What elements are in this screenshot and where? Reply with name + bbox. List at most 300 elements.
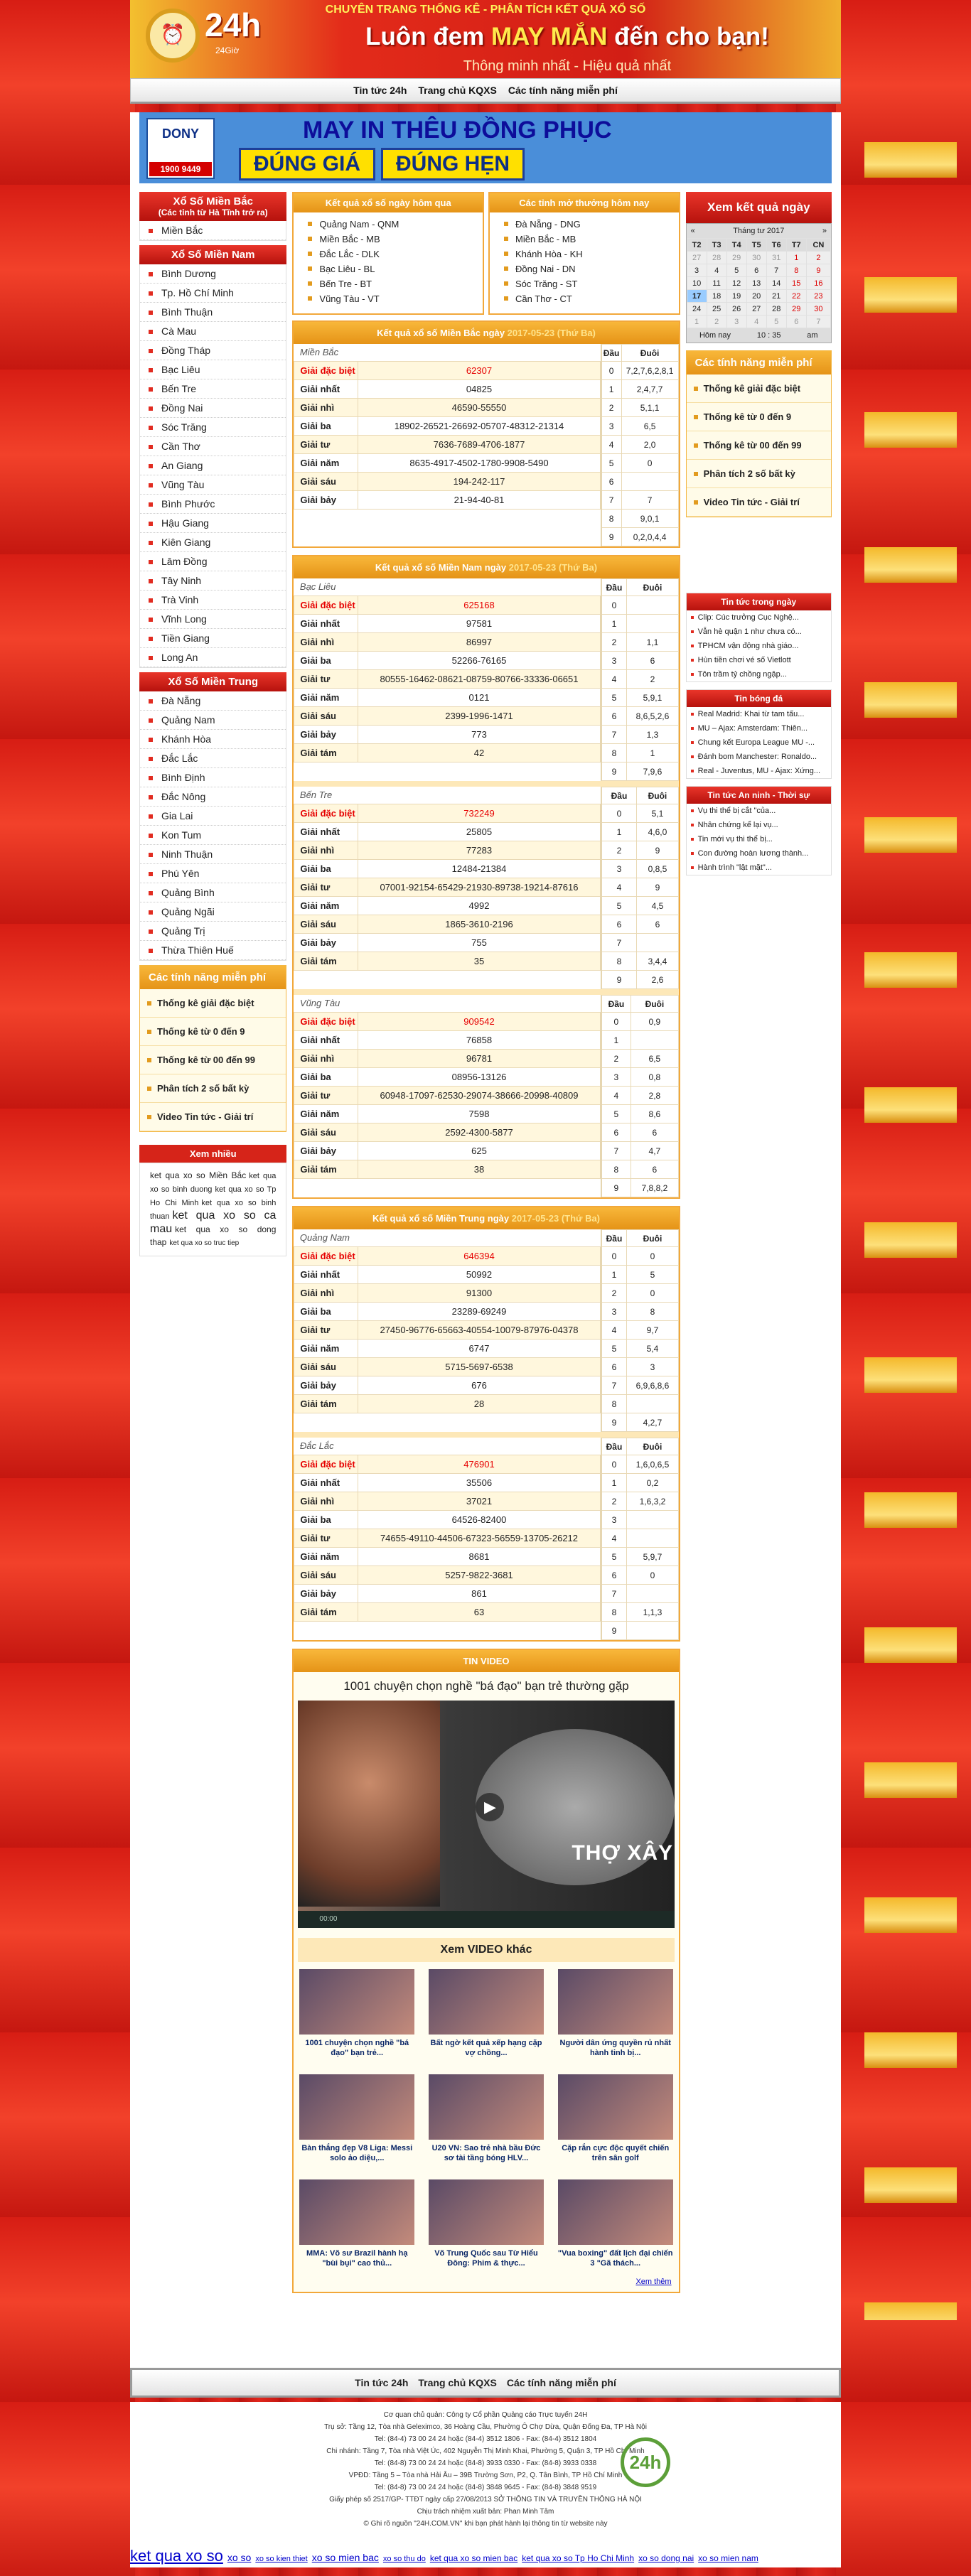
- cal-day[interactable]: 4: [746, 316, 766, 328]
- province-link[interactable]: Khánh Hòa: [140, 730, 286, 749]
- cal-day[interactable]: 1: [687, 316, 707, 328]
- video-thumbnail[interactable]: [429, 1969, 544, 2035]
- stat-digit: 3: [601, 1303, 627, 1321]
- stat-tail: 1,3: [627, 726, 678, 744]
- province-link[interactable]: Gia Lai: [140, 807, 286, 826]
- stat-digit: 5: [601, 1548, 627, 1566]
- stat-digit: 4: [601, 1321, 627, 1340]
- keyword-link[interactable]: xo so: [227, 2552, 252, 2563]
- result-mt-title: Kết quả xổ số Miền Trung ngày 2017-05-23 (Thứ Ba): [294, 1207, 678, 1229]
- video-caption[interactable]: Bàn thắng đẹp V8 Liga: Messi solo ảo diệu,...: [301, 2144, 413, 2162]
- stat-digit: 6: [601, 707, 627, 726]
- play-icon[interactable]: ▶: [476, 1793, 504, 1821]
- video-section-title: TIN VIDEO: [294, 1650, 678, 1672]
- prize-label: Giải nhất: [294, 1030, 358, 1049]
- cal-day[interactable]: 5: [726, 264, 746, 277]
- stat-tail: 7,8,8,2: [631, 1179, 678, 1197]
- cal-weekday: CN: [806, 239, 830, 252]
- stat-tail: 6: [631, 1160, 678, 1179]
- keyword-link[interactable]: ket qua xo so Tp Ho Chi Minh: [522, 2553, 635, 2563]
- prize-value: 23289-69249: [358, 1302, 600, 1320]
- prize-label: Giải tư: [294, 1320, 358, 1339]
- province-link[interactable]: Trà Vinh: [140, 591, 286, 610]
- cal-day[interactable]: 3: [687, 264, 707, 277]
- video-thumb[interactable]: [558, 2179, 673, 2272]
- mt-list: [139, 691, 286, 961]
- keyword-link[interactable]: xo so kien thiet: [255, 2555, 308, 2563]
- stat-head: Đầu: [601, 1438, 627, 1455]
- feature-link[interactable]: Thống kê từ 0 đến 9: [687, 403, 831, 431]
- province-link[interactable]: Đồng Tháp: [140, 341, 286, 360]
- yesterday-link[interactable]: Quảng Nam - QNM: [294, 217, 483, 232]
- video-thumb[interactable]: [299, 1969, 414, 2062]
- stat-tail: 2,8: [631, 1087, 678, 1105]
- prev-icon[interactable]: «: [690, 227, 695, 235]
- news-link[interactable]: MU – Ajax: Amsterdam: Thiên...: [687, 721, 831, 735]
- prize-value: 194-242-117: [358, 472, 600, 490]
- prize-label: Giải tám: [294, 1394, 358, 1413]
- video-thumb[interactable]: [429, 1969, 544, 2062]
- news-link[interactable]: Hùn tiền chơi vé số Vietlott: [687, 653, 831, 667]
- stat-tail: [627, 1585, 678, 1603]
- stat-digit: 2: [601, 1492, 627, 1511]
- prize-label: Giải sáu: [294, 1565, 358, 1584]
- cal-day[interactable]: 9: [806, 264, 830, 277]
- feature-link[interactable]: Thống kê giải đặc biệt: [687, 374, 831, 403]
- stat-digit: 4: [601, 436, 621, 454]
- video-caption[interactable]: Bất ngờ kết quả xếp hạng cặp vợ chồng...: [430, 2039, 542, 2057]
- video-thumb[interactable]: [299, 2074, 414, 2167]
- stat-tail: 4,5: [637, 897, 678, 915]
- video-thumb[interactable]: [558, 1969, 673, 2062]
- more-link[interactable]: Xem thêm: [635, 2278, 672, 2286]
- stat-head: Đuôi: [627, 1438, 678, 1455]
- stat-head: Đầu: [601, 345, 621, 362]
- video-grid: [294, 1969, 678, 2272]
- calendar-title: Xem kết quả ngày: [686, 192, 832, 223]
- stat-tail: [627, 596, 678, 615]
- news-link[interactable]: Con đường hoàn lương thành...: [687, 846, 831, 861]
- nav-tin-tuc[interactable]: Tin tức 24h: [353, 85, 407, 96]
- province-result: [294, 787, 678, 995]
- prize-value: 909542: [358, 1012, 600, 1030]
- province-link[interactable]: Bình Thuận: [140, 303, 286, 322]
- stat-tail: [627, 1529, 678, 1548]
- banner-ad[interactable]: [139, 112, 832, 183]
- today-title: Các tỉnh mở thưởng hôm nay: [490, 193, 679, 212]
- prize-label: Giải năm: [294, 1104, 358, 1123]
- province-link[interactable]: Bạc Liêu: [140, 360, 286, 379]
- video-thumbnail[interactable]: [299, 2074, 414, 2140]
- prize-value: 60948-17097-62530-29074-38666-20998-40809: [358, 1086, 600, 1104]
- province-link[interactable]: Bình Phước: [140, 495, 286, 514]
- province-link[interactable]: Lâm Đồng: [140, 552, 286, 571]
- cal-day[interactable]: 11: [707, 277, 726, 290]
- prize-value: 625: [358, 1141, 600, 1160]
- province-link[interactable]: An Giang: [140, 456, 286, 475]
- video-title[interactable]: 1001 chuyện chọn nghề "bá đạo" bạn trẻ thường gặp: [343, 1679, 629, 1693]
- prize-value: 625168: [358, 596, 600, 614]
- news-link[interactable]: Tôn trầm tỷ chồng ngập...: [687, 667, 831, 681]
- province-link[interactable]: Quảng Nam: [140, 711, 286, 730]
- prize-value: 2399-1996-1471: [358, 706, 600, 725]
- keyword-link[interactable]: xo so thu do: [382, 2555, 426, 2563]
- video-thumbnail[interactable]: [429, 2074, 544, 2140]
- prize-label: Giải bảy: [294, 1584, 358, 1602]
- yesterday-link[interactable]: Miền Bắc - MB: [294, 232, 483, 247]
- prize-value: 38: [358, 1160, 600, 1178]
- province-link[interactable]: Long An: [140, 648, 286, 667]
- stat-digit: 8: [601, 510, 621, 528]
- prize-value: 7598: [358, 1104, 600, 1123]
- stat-digit: 0: [601, 804, 637, 823]
- stat-tail: 4,7: [631, 1142, 678, 1160]
- cal-day[interactable]: 26: [726, 303, 746, 316]
- feature-link[interactable]: Phân tích 2 số bất kỳ: [140, 1074, 286, 1103]
- cal-day[interactable]: 7: [766, 264, 786, 277]
- province-link[interactable]: Sóc Trăng: [140, 418, 286, 437]
- stat-digit: 3: [601, 417, 621, 436]
- video-thumb[interactable]: [429, 2179, 544, 2272]
- prize-label: Giải sáu: [294, 706, 358, 725]
- mn-header: Xổ Số Miền Nam: [139, 245, 286, 264]
- prize-label: Giải ba: [294, 1510, 358, 1529]
- cal-day[interactable]: 2: [806, 252, 830, 264]
- video-caption[interactable]: U20 VN: Sao trẻ nhà bầu Đức sơ tài tầng bóng HLV...: [431, 2144, 541, 2162]
- cal-day[interactable]: 27: [746, 303, 766, 316]
- cal-day[interactable]: 4: [707, 264, 726, 277]
- cal-day[interactable]: 30: [746, 252, 766, 264]
- ad-badge-2: ĐÚNG HẸN: [381, 148, 525, 180]
- stat-tail: 9: [637, 878, 678, 897]
- video-caption[interactable]: MMA: Võ sư Brazil hành hạ "bùi bụi" cao thủ...: [306, 2249, 408, 2268]
- today-link[interactable]: Cần Thơ - CT: [490, 291, 679, 306]
- news-link[interactable]: Đánh bom Manchester: Ronaldo...: [687, 750, 831, 764]
- feature-link[interactable]: Phân tích 2 số bất kỳ: [687, 460, 831, 488]
- footer-line: Chi nhánh: Tầng 7, Tòa nhà Việt Úc, 402 Nguyễn Thị Minh Khai, Phường 5, Quận 3, TP Hồ Chí Minh: [326, 2447, 645, 2455]
- prize-table: [294, 787, 600, 989]
- keyword-link[interactable]: ket qua xo so mien bac: [429, 2553, 518, 2563]
- cal-day[interactable]: 28: [766, 303, 786, 316]
- prize-label: Giải năm: [294, 453, 358, 472]
- yesterday-link[interactable]: Đắc Lắc - DLK: [294, 247, 483, 262]
- cal-day[interactable]: 18: [707, 290, 726, 303]
- prize-label: Giải đặc biệt: [294, 1012, 358, 1030]
- video-thumbnail[interactable]: [558, 2074, 673, 2140]
- news-link[interactable]: Vụ thi thể bị cắt "của...: [687, 804, 831, 818]
- video-thumbnail[interactable]: [299, 2179, 414, 2245]
- feature-link[interactable]: Video Tin tức - Giải trí: [687, 488, 831, 517]
- main-page: [130, 112, 841, 2386]
- today-link[interactable]: Miền Bắc - MB: [490, 232, 679, 247]
- news-link[interactable]: Tin mới vụ thi thể bị...: [687, 832, 831, 846]
- stat-tail: 0,8: [631, 1068, 678, 1087]
- video-caption[interactable]: Cặp rắn cực độc quyết chiến trên sân golf: [562, 2144, 670, 2162]
- today-link[interactable]: Đồng Nai - DN: [490, 262, 679, 276]
- stat-tail: 6,5: [621, 417, 678, 436]
- province-name: Miền Bắc: [299, 347, 339, 358]
- cal-day[interactable]: 7: [806, 316, 830, 328]
- cal-day[interactable]: 1: [786, 252, 806, 264]
- today-link[interactable]: Đà Nẵng - DNG: [490, 217, 679, 232]
- yesterday-link[interactable]: Vũng Tàu - VT: [294, 291, 483, 306]
- feature-link[interactable]: Thống kê từ 0 đến 9: [140, 1018, 286, 1046]
- province-result: [294, 995, 678, 1197]
- cal-day[interactable]: 29: [726, 252, 746, 264]
- news-link[interactable]: Chung kết Europa League MU -...: [687, 735, 831, 750]
- footer: [130, 2402, 841, 2551]
- cal-day[interactable]: 17: [687, 290, 707, 303]
- news-day: Tin tức trong ngày Clip: Cúc trưởng Cục Nghệ... Vẫn hè quận 1 như chưa có... TPHCM vận động nhà giáo... Hùn tiền chơi vé số Vietlott Tôn trầm tỷ chồng ngập...: [686, 593, 832, 682]
- stat-tail: [637, 934, 678, 952]
- stat-tail: 0,2,0,4,4: [621, 528, 678, 546]
- prize-value: 46590-55550: [358, 398, 600, 416]
- video-player[interactable]: [298, 1701, 674, 1928]
- cal-day[interactable]: 2: [707, 316, 726, 328]
- cal-day[interactable]: 31: [766, 252, 786, 264]
- stat-digit: 9: [601, 762, 627, 781]
- foot-nav-tinh-nang[interactable]: Các tính năng miễn phí: [506, 2377, 616, 2388]
- cal-day[interactable]: 3: [726, 316, 746, 328]
- prize-value: 28: [358, 1394, 600, 1413]
- cal-day[interactable]: 6: [746, 264, 766, 277]
- tag-link[interactable]: ket qua xo so truc tiep: [169, 1239, 240, 1247]
- prize-value: 42: [358, 743, 600, 762]
- stat-digit: 9: [601, 971, 637, 989]
- cal-weekday: T4: [726, 239, 746, 252]
- feature-link[interactable]: Thống kê từ 00 đến 99: [687, 431, 831, 460]
- province-name: Vũng Tàu: [299, 998, 340, 1009]
- province-link[interactable]: Quảng Bình: [140, 883, 286, 902]
- keyword-link[interactable]: xo so mien bac: [311, 2552, 379, 2563]
- video-thumbnail[interactable]: [558, 1969, 673, 2035]
- news-link[interactable]: TPHCM vận động nhà giáo...: [687, 639, 831, 653]
- stat-tail: [627, 1511, 678, 1529]
- video-thumb[interactable]: [558, 2074, 673, 2167]
- province-link[interactable]: Đồng Nai: [140, 399, 286, 418]
- province-link[interactable]: Vũng Tàu: [140, 475, 286, 495]
- cal-day[interactable]: 16: [806, 277, 830, 290]
- cal-today[interactable]: Hôm nay: [699, 331, 731, 340]
- prize-label: Giải tư: [294, 669, 358, 688]
- prize-value: 476901: [358, 1455, 600, 1473]
- cal-day[interactable]: 22: [786, 290, 806, 303]
- keyword-link[interactable]: xo so mien nam: [698, 2553, 758, 2563]
- cal-day[interactable]: 10: [687, 277, 707, 290]
- news-link[interactable]: Real - Juventus, MU - Ajax: Xứng...: [687, 764, 831, 778]
- cal-day[interactable]: 13: [746, 277, 766, 290]
- prize-label: Giải nhất: [294, 1265, 358, 1283]
- cal-day[interactable]: 27: [687, 252, 707, 264]
- stat-tail: 5: [627, 1266, 678, 1284]
- province-link[interactable]: Cà Mau: [140, 322, 286, 341]
- stat-tail: 3,4,4: [637, 952, 678, 971]
- tag-link[interactable]: ket qua xo so Miền Bắc: [150, 1170, 247, 1180]
- feature-link[interactable]: Thống kê từ 00 đến 99: [140, 1046, 286, 1074]
- stat-tail: 5,1,1: [621, 399, 678, 417]
- province-link[interactable]: Bình Dương: [140, 264, 286, 284]
- stat-digit: 1: [601, 1474, 627, 1492]
- cal-day[interactable]: 5: [766, 316, 786, 328]
- stat-head: Đuôi: [621, 345, 678, 362]
- cal-day[interactable]: 25: [707, 303, 726, 316]
- tag-link[interactable]: ket qua xo so binh duong: [150, 1172, 277, 1194]
- cal-day[interactable]: 15: [786, 277, 806, 290]
- stat-digit: 2: [601, 841, 637, 860]
- stat-digit: 7: [601, 491, 621, 510]
- province-link[interactable]: Vĩnh Long: [140, 610, 286, 629]
- foot-nav-tin-tuc[interactable]: Tin tức 24h: [355, 2377, 409, 2388]
- province-link[interactable]: Tây Ninh: [140, 571, 286, 591]
- province-link[interactable]: Đắc Lắc: [140, 749, 286, 768]
- news-link[interactable]: Vẫn hè quận 1 như chưa có...: [687, 625, 831, 639]
- cal-day[interactable]: 23: [806, 290, 830, 303]
- yesterday-link[interactable]: Bạc Liêu - BL: [294, 262, 483, 276]
- keyword-link[interactable]: xo so dong nai: [638, 2553, 694, 2563]
- prize-label: Giải tư: [294, 878, 358, 896]
- prize-value: 12484-21384: [358, 859, 600, 878]
- today-link[interactable]: Khánh Hòa - KH: [490, 247, 679, 262]
- keyword-link[interactable]: ket qua xo so: [130, 2547, 223, 2565]
- foot-nav-trang-chu[interactable]: Trang chủ KQXS: [418, 2377, 497, 2388]
- tag-link[interactable]: ket qua xo so Tp Ho Chi Minh: [150, 1185, 277, 1207]
- video-caption[interactable]: 1001 chuyện chọn nghề "bá đạo" bạn trẻ...: [305, 2039, 409, 2057]
- news-link[interactable]: Real Madrid: Khai từ tam tấu...: [687, 707, 831, 721]
- cal-day[interactable]: 28: [707, 252, 726, 264]
- prize-label: Giải nhì: [294, 398, 358, 416]
- cal-day[interactable]: 24: [687, 303, 707, 316]
- cal-day[interactable]: 12: [726, 277, 746, 290]
- stat-tail: 4,2,7: [627, 1413, 678, 1432]
- stat-head: Đầu: [601, 579, 627, 596]
- left-features-title: Các tính năng miễn phí: [140, 966, 286, 989]
- province-link[interactable]: Quảng Trị: [140, 922, 286, 941]
- stat-head: Đuôi: [637, 787, 678, 804]
- stat-tail: 1,1: [627, 633, 678, 652]
- feature-link[interactable]: Video Tin tức - Giải trí: [140, 1103, 286, 1131]
- province-link[interactable]: Kon Tum: [140, 826, 286, 845]
- province-link[interactable]: Bến Tre: [140, 379, 286, 399]
- province-link[interactable]: Đắc Nông: [140, 787, 286, 807]
- province-link[interactable]: Cần Thơ: [140, 437, 286, 456]
- province-link[interactable]: Quảng Ngãi: [140, 902, 286, 922]
- video-caption[interactable]: "Vua boxing" đất lịch đại chiến 3 "Gã thách...: [557, 2249, 673, 2268]
- province-link[interactable]: Phú Yên: [140, 864, 286, 883]
- province-link[interactable]: Thừa Thiên Huế: [140, 941, 286, 960]
- video-thumb[interactable]: [429, 2074, 544, 2167]
- prize-value: 755: [358, 933, 600, 952]
- stat-digit: 2: [601, 1284, 627, 1303]
- video-thumbnail[interactable]: [429, 2179, 544, 2245]
- video-frame: [298, 1701, 440, 1907]
- province-link[interactable]: Tiền Giang: [140, 629, 286, 648]
- province-link[interactable]: Ninh Thuận: [140, 845, 286, 864]
- stat-tail: 7,2,7,6,2,8,1: [621, 362, 678, 380]
- province-link[interactable]: Đà Nẵng: [140, 691, 286, 711]
- stat-digit: 2: [601, 633, 627, 652]
- tag-link[interactable]: ket qua xo so binh thuan: [150, 1199, 277, 1221]
- stat-table: [601, 578, 679, 781]
- cal-day[interactable]: 21: [766, 290, 786, 303]
- stat-digit: 9: [601, 1179, 631, 1197]
- news-link[interactable]: Hành trình "lật mặt"...: [687, 861, 831, 875]
- right-sidebar: [686, 192, 832, 2293]
- video-caption[interactable]: Người dân ứng quyền rủ nhất hành tinh bị...: [559, 2039, 671, 2057]
- cal-day[interactable]: 19: [726, 290, 746, 303]
- prize-label: Giải ba: [294, 1302, 358, 1320]
- feature-link[interactable]: Thống kê giải đặc biệt: [140, 989, 286, 1018]
- video-controls[interactable]: [298, 1911, 674, 1928]
- prize-label: Giải năm: [294, 688, 358, 706]
- stat-digit: 0: [601, 596, 627, 615]
- video-caption[interactable]: Võ Trung Quốc sau Từ Hiểu Đông: Phim & thực...: [434, 2249, 538, 2268]
- prize-value: 0121: [358, 688, 600, 706]
- stat-tail: 2,4,7,7: [621, 380, 678, 399]
- prize-label: Giải bảy: [294, 1376, 358, 1394]
- news-link[interactable]: Nhân chứng kể lại vụ...: [687, 818, 831, 832]
- province-link[interactable]: Hậu Giang: [140, 514, 286, 533]
- video-thumb[interactable]: [299, 2179, 414, 2272]
- stat-digit: 3: [601, 1068, 631, 1087]
- nav-tinh-nang[interactable]: Các tính năng miễn phí: [508, 85, 618, 96]
- news-security: Tin tức An ninh - Thời sự Vụ thi thể bị cắt "của... Nhân chứng kể lại vụ... Tin mới vụ thi thể bị... Con đường hoàn lương thành... Hành trình "lật mặt"...: [686, 786, 832, 875]
- yesterday-link[interactable]: Bến Tre - BT: [294, 276, 483, 291]
- calendar-month: Tháng tư 2017: [733, 227, 785, 235]
- cal-day[interactable]: 8: [786, 264, 806, 277]
- province-link[interactable]: Miền Bắc: [140, 221, 286, 240]
- cal-day[interactable]: 20: [746, 290, 766, 303]
- stat-tail: 7,9,6: [627, 762, 678, 781]
- logo[interactable]: 24h: [205, 6, 262, 43]
- tag-link[interactable]: ket qua xo so ca mau: [150, 1209, 277, 1235]
- video-thumbnail[interactable]: [299, 1969, 414, 2035]
- nav-trang-chu[interactable]: Trang chủ KQXS: [418, 85, 497, 96]
- calendar[interactable]: [686, 223, 832, 343]
- slogan: Luôn đem MAY MẮN đến cho bạn!: [365, 23, 769, 50]
- prize-label: Giải đặc biệt: [294, 596, 358, 614]
- prize-value: 35506: [358, 1473, 600, 1492]
- cal-day[interactable]: 14: [766, 277, 786, 290]
- news-link[interactable]: Clip: Cúc trưởng Cục Nghệ...: [687, 610, 831, 625]
- footer-line: VPĐD: Tầng 5 – Tòa nhà Hải Âu – 39B Trường Sơn, P2, Q. Tân Bình, TP Hồ Chí Minh: [348, 2472, 623, 2479]
- prize-label: Giải sáu: [294, 472, 358, 490]
- province-link[interactable]: Tp. Hồ Chí Minh: [140, 284, 286, 303]
- video-section: [292, 1649, 680, 2293]
- cal-day[interactable]: 30: [806, 303, 830, 316]
- province-link[interactable]: Bình Định: [140, 768, 286, 787]
- stat-tail: 0,9: [631, 1013, 678, 1031]
- cal-day[interactable]: 29: [786, 303, 806, 316]
- site-header: [130, 0, 841, 78]
- prize-value: 80555-16462-08621-08759-80766-33336-06651: [358, 669, 600, 688]
- cal-day[interactable]: 6: [786, 316, 806, 328]
- stat-tail: 1: [627, 744, 678, 762]
- next-icon[interactable]: »: [822, 227, 827, 235]
- video-thumbnail[interactable]: [558, 2179, 673, 2245]
- stat-digit: 0: [601, 1455, 627, 1474]
- stat-digit: 7: [601, 934, 637, 952]
- prize-value: 732249: [358, 804, 600, 822]
- cal-time[interactable]: 10 : 35: [756, 331, 781, 340]
- xem-nhieu: [139, 1145, 286, 1256]
- prize-value: 77283: [358, 841, 600, 859]
- cal-ampm[interactable]: am: [807, 331, 818, 340]
- province-link[interactable]: Kiên Giang: [140, 533, 286, 552]
- today-link[interactable]: Sóc Trăng - ST: [490, 276, 679, 291]
- tag-link[interactable]: ket qua xo so dong thap: [150, 1224, 277, 1247]
- stat-table: [601, 787, 679, 989]
- prize-value: 6747: [358, 1339, 600, 1357]
